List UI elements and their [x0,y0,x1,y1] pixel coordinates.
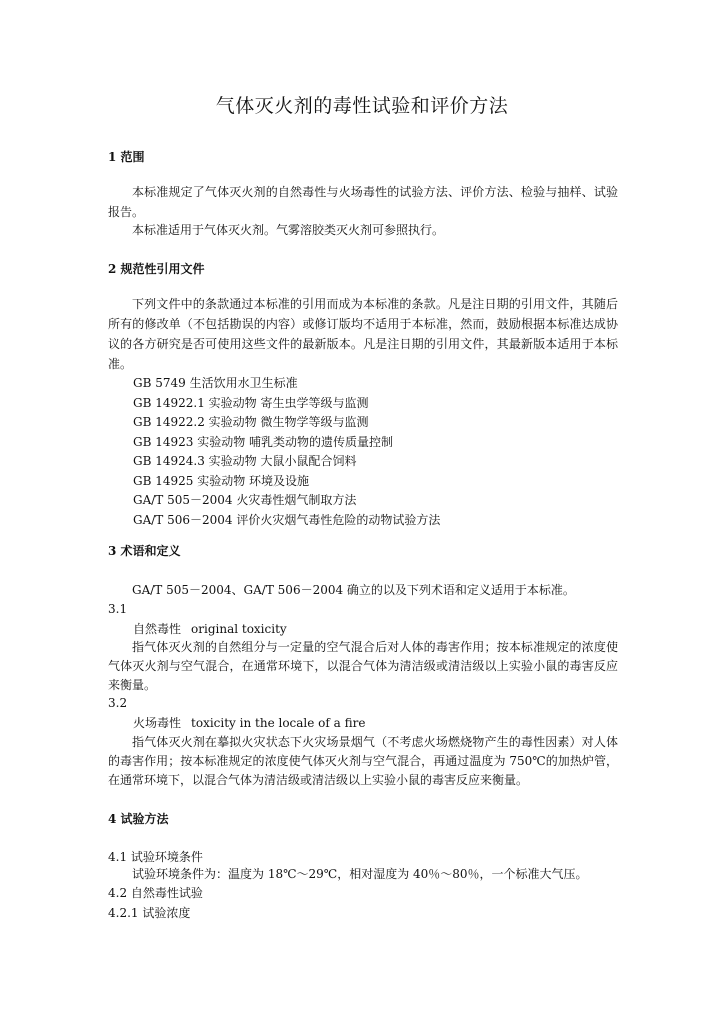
term-3-2-title [133,714,365,732]
subsection-4-2-1-heading: 4.2.1 试验浓度 [108,906,191,920]
reference-item: GB 14924.3 实验动物 大鼠小鼠配合饲料 [133,454,357,468]
reference-item: GA/T 505－2004 火灾毒性烟气制取方法 [133,493,357,507]
reference-item: GB 14922.1 实验动物 寄生虫学等级与监测 [133,395,369,410]
reference-item: GB 14923 实验动物 哺乳类动物的遗传质量控制 [133,434,394,449]
term-3-1-title [133,620,287,638]
term-3-1-english: original toxicity [191,622,287,636]
section-1-paragraph-2: 本标准适用于气体灭火剂。气雾溶胶类灭火剂可参照执行。 [132,223,445,237]
section-1-heading: 1 范围 [108,150,145,164]
term-3-2-english: toxicity in the locale of a fire [191,716,366,730]
term-3-1-number: 3.1 [108,602,128,616]
term-3-1-chinese: 自然毒性 [133,622,182,636]
section-3-paragraph-1: GA/T 505－2004、GA/T 506－2004 确立的以及下列术语和定义适用于本标准。 [132,583,575,597]
normative-references-list [133,374,440,530]
section-1-paragraph-1: 本标准规定了气体灭火剂的自然毒性与火场毒性的试验方法、评价方法、检验与抽样、试验报告。 [108,185,618,219]
term-3-2-definition: 指气体灭火剂在摹拟火灾状态下火灾场景烟气（不考虑火场燃烧物产生的毒性因素）对人体的毒害作用；按本标准规定的浓度使气体灭火剂与空气混合，再通过温度为 750℃的加热炉管，在通常环境下，以混合气体为清洁级或清洁级以上实验小鼠的毒害反应来衡量。 [108,735,618,787]
reference-item: GB 14922.2 实验动物 微生物学等级与监测 [133,415,369,429]
document-title: 气体灭火剂的毒性试验和评价方法 [215,95,509,117]
reference-item: GB 5749 生活饮用水卫生标准 [133,376,298,390]
term-3-1-definition: 指气体灭火剂的自然组分与一定量的空气混合后对人体的毒害作用；按本标准规定的浓度使气体灭火剂与空气混合，在通常环境下，以混合气体为清洁级或清洁级以上实验小鼠的毒害反应来衡量。 [108,640,618,692]
subsection-4-2-heading: 4.2 自然毒性试验 [108,886,203,900]
term-3-2-chinese: 火场毒性 [133,716,182,730]
section-2-heading: 2 规范性引用文件 [108,262,205,276]
section-3-heading: 3 术语和定义 [108,544,181,558]
reference-item: GA/T 506－2004 评价火灾烟气毒性危险的动物试验方法 [133,512,441,527]
subsection-4-1-text: 试验环境条件为：温度为 18℃～29℃，相对湿度为 40％～80％，一个标准大气压。 [132,867,588,881]
term-3-2-number: 3.2 [108,696,128,710]
section-2-paragraph-1: 下列文件中的条款通过本标准的引用而成为本标准的条款。凡是注日期的引用文件，其随后所有的修改单（不包括勘误的内容）或修订版均不适用于本标准，然而，鼓励根据本标准达成协议的各方研究是否可使用这些文件的最新版本。凡是注日期的引用文件，其最新版本适用于本标准。 [108,297,618,371]
reference-item: GB 14925 实验动物 环境及设施 [133,473,310,488]
subsection-4-1-heading: 4.1 试验环境条件 [108,850,203,864]
section-4-heading: 4 试验方法 [108,812,169,826]
